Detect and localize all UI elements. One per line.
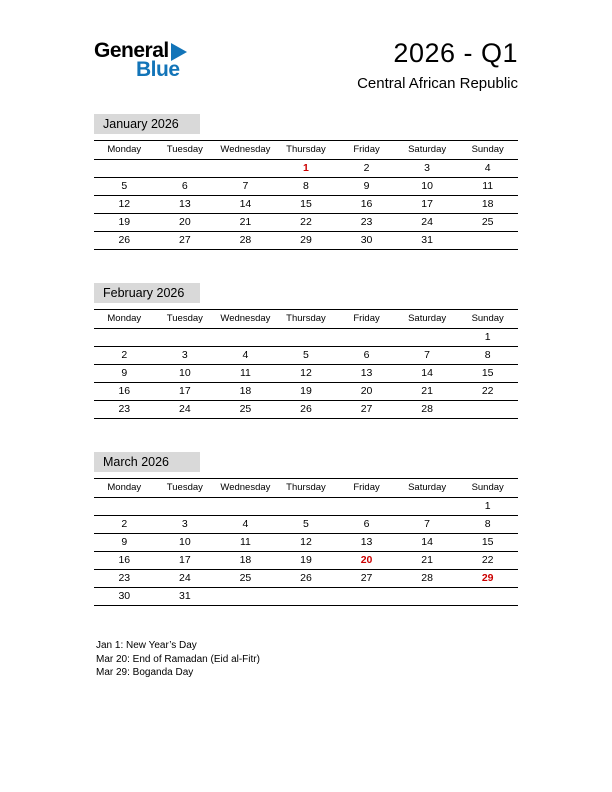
month-title: January 2026	[94, 114, 200, 134]
day-cell: 13	[336, 365, 397, 383]
day-cell: 13	[336, 534, 397, 552]
day-cell: 17	[155, 552, 216, 570]
day-cell: 15	[457, 534, 518, 552]
day-cell: 14	[397, 534, 458, 552]
weekday-header: Saturday	[397, 141, 458, 160]
day-cell: 27	[336, 401, 397, 419]
day-cell: 5	[276, 516, 337, 534]
day-cell: 11	[215, 534, 276, 552]
day-cell: 22	[457, 552, 518, 570]
day-cell: 6	[336, 347, 397, 365]
month-calendar-table	[94, 478, 518, 606]
day-cell: 28	[397, 401, 458, 419]
day-cell: 16	[94, 383, 155, 401]
week-row	[94, 365, 518, 383]
day-cell: 2	[94, 347, 155, 365]
day-cell: 9	[94, 365, 155, 383]
day-cell: 14	[215, 196, 276, 214]
day-cell: 16	[336, 196, 397, 214]
holiday-notes	[94, 639, 518, 680]
week-row	[94, 401, 518, 419]
day-cell: 22	[457, 383, 518, 401]
week-row	[94, 498, 518, 516]
day-cell: 26	[94, 232, 155, 250]
day-cell: 24	[155, 570, 216, 588]
day-cell: 25	[215, 570, 276, 588]
logo-text-general: General	[94, 39, 169, 62]
day-cell: 22	[276, 214, 337, 232]
empty-day-cell	[155, 160, 216, 178]
week-row	[94, 178, 518, 196]
day-cell: 26	[276, 570, 337, 588]
day-cell: 10	[397, 178, 458, 196]
week-row	[94, 347, 518, 365]
week-row	[94, 552, 518, 570]
month-calendar-table	[94, 309, 518, 419]
empty-day-cell	[215, 160, 276, 178]
day-cell: 19	[276, 552, 337, 570]
day-cell: 2	[336, 160, 397, 178]
weekday-header: Sunday	[457, 141, 518, 160]
empty-day-cell	[215, 588, 276, 606]
month-block	[94, 452, 518, 606]
weekday-header: Friday	[336, 479, 397, 498]
day-cell: 20	[336, 552, 397, 570]
weekday-header: Friday	[336, 141, 397, 160]
day-cell: 7	[397, 516, 458, 534]
day-cell: 10	[155, 365, 216, 383]
day-cell: 10	[155, 534, 216, 552]
day-cell: 16	[94, 552, 155, 570]
day-cell: 24	[155, 401, 216, 419]
empty-day-cell	[336, 588, 397, 606]
day-cell: 26	[276, 401, 337, 419]
day-cell: 17	[155, 383, 216, 401]
empty-day-cell	[457, 401, 518, 419]
week-row	[94, 383, 518, 401]
month-block	[94, 114, 518, 250]
day-cell: 23	[336, 214, 397, 232]
day-cell: 23	[94, 570, 155, 588]
page-subtitle: Central African Republic	[357, 75, 518, 92]
day-cell: 12	[94, 196, 155, 214]
day-cell: 29	[457, 570, 518, 588]
day-cell: 15	[276, 196, 337, 214]
day-cell: 7	[215, 178, 276, 196]
weekday-header-row	[94, 310, 518, 329]
empty-day-cell	[155, 498, 216, 516]
empty-day-cell	[457, 588, 518, 606]
weekday-header: Thursday	[276, 141, 337, 160]
empty-day-cell	[276, 588, 337, 606]
weekday-header: Wednesday	[215, 479, 276, 498]
day-cell: 6	[155, 178, 216, 196]
empty-day-cell	[94, 498, 155, 516]
day-cell: 6	[336, 516, 397, 534]
day-cell: 20	[336, 383, 397, 401]
empty-day-cell	[155, 329, 216, 347]
day-cell: 20	[155, 214, 216, 232]
empty-day-cell	[215, 498, 276, 516]
day-cell: 21	[397, 552, 458, 570]
page-header	[94, 38, 518, 92]
empty-day-cell	[457, 232, 518, 250]
day-cell: 18	[215, 552, 276, 570]
weekday-header: Wednesday	[215, 310, 276, 329]
day-cell: 30	[336, 232, 397, 250]
empty-day-cell	[215, 329, 276, 347]
day-cell: 5	[276, 347, 337, 365]
day-cell: 27	[155, 232, 216, 250]
weekday-header: Monday	[94, 310, 155, 329]
day-cell: 8	[276, 178, 337, 196]
weekday-header: Tuesday	[155, 141, 216, 160]
day-cell: 4	[457, 160, 518, 178]
weekday-header: Monday	[94, 479, 155, 498]
day-cell: 3	[155, 347, 216, 365]
empty-day-cell	[94, 160, 155, 178]
week-row	[94, 160, 518, 178]
day-cell: 4	[215, 516, 276, 534]
empty-day-cell	[336, 498, 397, 516]
weekday-header: Saturday	[397, 479, 458, 498]
empty-day-cell	[276, 498, 337, 516]
day-cell: 8	[457, 347, 518, 365]
month-block	[94, 283, 518, 419]
weekday-header: Saturday	[397, 310, 458, 329]
day-cell: 14	[397, 365, 458, 383]
weekday-header: Thursday	[276, 479, 337, 498]
day-cell: 11	[215, 365, 276, 383]
holiday-note: Mar 20: End of Ramadan (Eid al-Fitr)	[96, 653, 260, 665]
day-cell: 11	[457, 178, 518, 196]
day-cell: 1	[457, 329, 518, 347]
week-row	[94, 570, 518, 588]
day-cell: 18	[457, 196, 518, 214]
month-calendar-table	[94, 140, 518, 250]
empty-day-cell	[276, 329, 337, 347]
empty-day-cell	[336, 329, 397, 347]
day-cell: 30	[94, 588, 155, 606]
day-cell: 12	[276, 365, 337, 383]
week-row	[94, 214, 518, 232]
week-row	[94, 196, 518, 214]
week-row	[94, 516, 518, 534]
day-cell: 18	[215, 383, 276, 401]
week-row	[94, 329, 518, 347]
day-cell: 3	[155, 516, 216, 534]
day-cell: 9	[336, 178, 397, 196]
weekday-header: Friday	[336, 310, 397, 329]
day-cell: 5	[94, 178, 155, 196]
day-cell: 8	[457, 516, 518, 534]
day-cell: 31	[155, 588, 216, 606]
day-cell: 28	[215, 232, 276, 250]
empty-day-cell	[397, 588, 458, 606]
weekday-header: Thursday	[276, 310, 337, 329]
day-cell: 25	[457, 214, 518, 232]
day-cell: 3	[397, 160, 458, 178]
weekday-header: Tuesday	[155, 310, 216, 329]
day-cell: 13	[155, 196, 216, 214]
day-cell: 17	[397, 196, 458, 214]
day-cell: 19	[276, 383, 337, 401]
day-cell: 12	[276, 534, 337, 552]
week-row	[94, 534, 518, 552]
day-cell: 4	[215, 347, 276, 365]
month-title: March 2026	[94, 452, 200, 472]
day-cell: 25	[215, 401, 276, 419]
title-block	[357, 38, 518, 92]
week-row	[94, 588, 518, 606]
day-cell: 21	[397, 383, 458, 401]
week-row	[94, 232, 518, 250]
general-blue-logo	[94, 38, 224, 80]
day-cell: 15	[457, 365, 518, 383]
empty-day-cell	[397, 498, 458, 516]
day-cell: 7	[397, 347, 458, 365]
empty-day-cell	[94, 329, 155, 347]
day-cell: 21	[215, 214, 276, 232]
weekday-header-row	[94, 141, 518, 160]
day-cell: 27	[336, 570, 397, 588]
weekday-header: Wednesday	[215, 141, 276, 160]
day-cell: 9	[94, 534, 155, 552]
empty-day-cell	[397, 329, 458, 347]
logo-text-blue: Blue	[136, 58, 180, 81]
weekday-header: Sunday	[457, 479, 518, 498]
day-cell: 1	[276, 160, 337, 178]
weekday-header: Tuesday	[155, 479, 216, 498]
month-title: February 2026	[94, 283, 200, 303]
day-cell: 23	[94, 401, 155, 419]
day-cell: 24	[397, 214, 458, 232]
weekday-header: Monday	[94, 141, 155, 160]
months-container	[94, 114, 518, 606]
day-cell: 2	[94, 516, 155, 534]
holiday-note: Jan 1: New Year’s Day	[96, 640, 197, 651]
day-cell: 1	[457, 498, 518, 516]
day-cell: 28	[397, 570, 458, 588]
weekday-header: Sunday	[457, 310, 518, 329]
holiday-note: Mar 29: Boganda Day	[96, 667, 194, 678]
weekday-header-row	[94, 479, 518, 498]
day-cell: 29	[276, 232, 337, 250]
day-cell: 19	[94, 214, 155, 232]
day-cell: 31	[397, 232, 458, 250]
page-title: 2026 - Q1	[393, 38, 518, 68]
